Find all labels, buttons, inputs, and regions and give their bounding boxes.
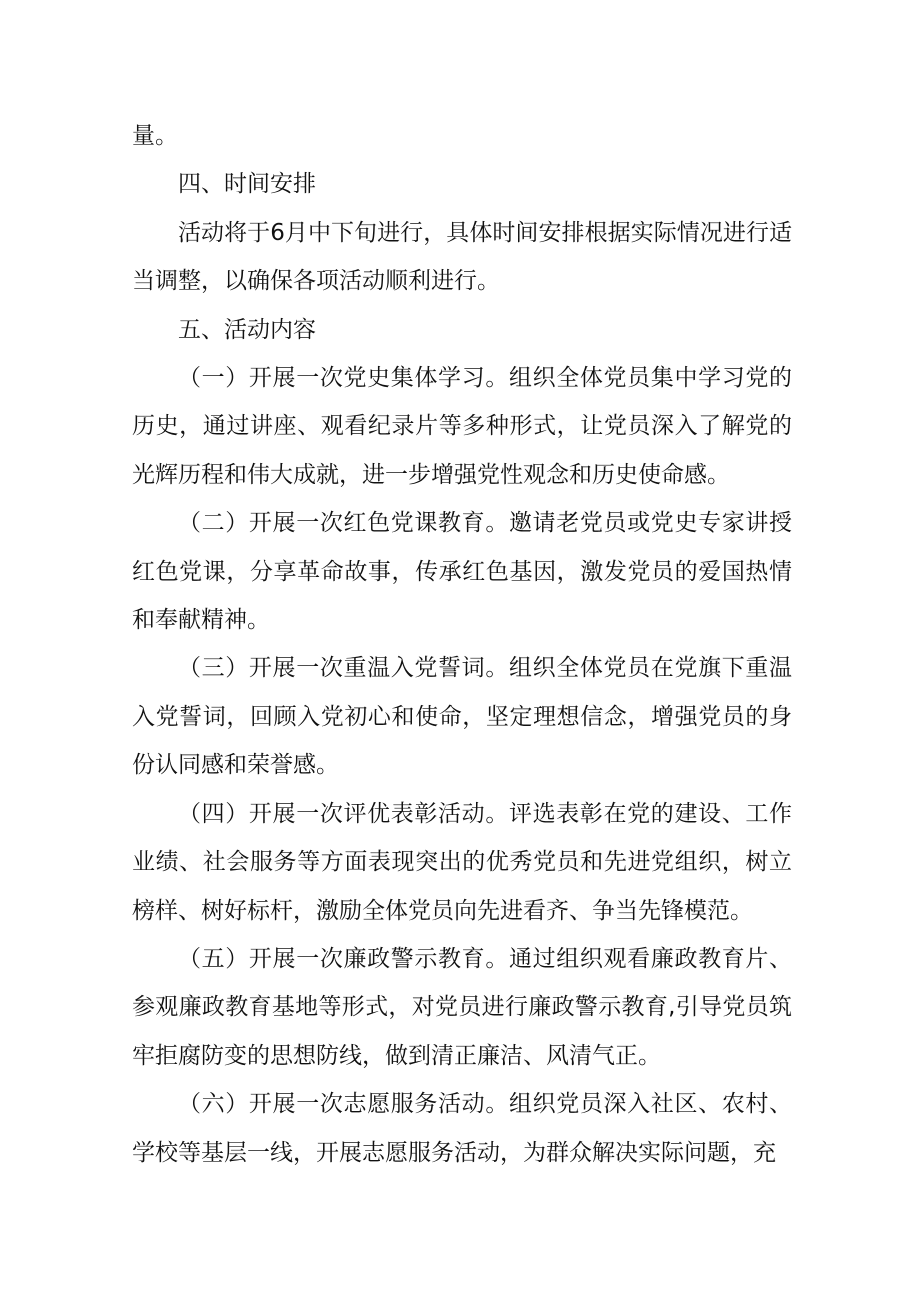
- content-item-1: （一）开展一次党史集体学习。组织全体党员集中学习党的历史，通过讲座、观看纪录片等多种形式，让党员深入了解党的光辉历程和伟大成就，进一步增强党性观念和历史使命感。: [132, 365, 792, 488]
- content-item-4: （四）开展一次评优表彰活动。评选表彰在党的建设、工作业绩、社会服务等方面表现突出的优秀党员和先进党组织，树立榜样、树好标杆，激励全体党员向先进看齐、争当先锋模范。: [132, 800, 792, 924]
- content-item-3: （三）开展一次重温入党誓词。组织全体党员在党旗下重温入党誓词，回顾入党初心和使命，坚定理想信念，增强党员的身份认同感和荣誉感。: [132, 655, 792, 779]
- continuation-text: 量。: [132, 123, 178, 149]
- content-item-6: （六）开展一次志愿服务活动。组织党员深入社区、农村、学校等基层一线，开展志愿服务活动，为群众解决实际问题，充: [132, 1091, 792, 1166]
- section-body-time: 活动将于6月中下旬进行，具体时间安排根据实际情况进行适当调整，以确保各项活动顺利进行。: [132, 219, 792, 295]
- content-item-2: （二）开展一次红色党课教育。邀请老党员或党史专家讲授红色党课，分享革命故事，传承红色基因，激发党员的爱国热情和奉献精神。: [132, 510, 792, 634]
- content-item-5: （五）开展一次廉政警示教育。通过组织观看廉政教育片、参观廉政教育基地等形式，对党员进行廉政警示教育,引导党员筑牢拒腐防变的思想防线，做到清正廉洁、风清气正。: [132, 945, 792, 1069]
- document-body: [132, 112, 792, 1177]
- section-heading-content: 五、活动内容: [178, 316, 316, 343]
- section-heading-time: 四、时间安排: [178, 171, 316, 198]
